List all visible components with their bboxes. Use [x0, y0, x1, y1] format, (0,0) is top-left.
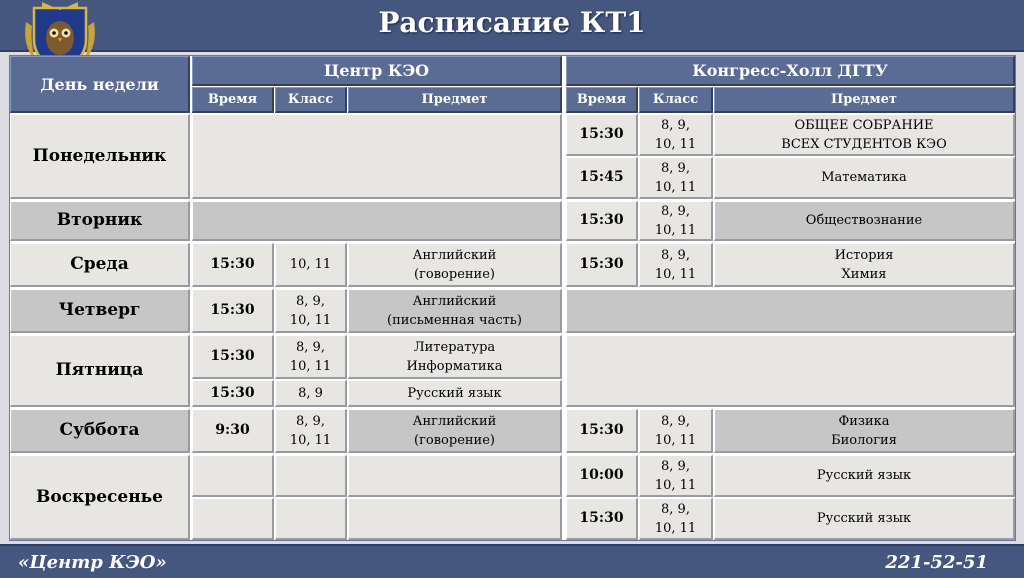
thursday-subject-1 [348, 289, 562, 333]
sunday-r2-class-2 [639, 498, 713, 540]
saturday-class-2 [639, 409, 713, 453]
day-tuesday: Вторник [10, 201, 190, 241]
wednesday-time-1: 15:30 [192, 243, 274, 287]
sunday-r1-subject-1-empty [348, 455, 562, 497]
wednesday-subject-1-text: Английский (говорение) [412, 247, 497, 282]
sunday-r2-time-2: 15:30 [566, 498, 638, 540]
header-venue-center: Центр КЭО [192, 56, 562, 86]
sunday-r1-class-2 [639, 455, 713, 497]
sunday-r2-class-2-text: 8, 9, 10, 11 [654, 501, 697, 536]
saturday-subject-1-text: Английский (говорение) [412, 413, 497, 448]
saturday-class-1-text: 8, 9, 10, 11 [289, 413, 332, 448]
monday-r1-class [639, 114, 713, 156]
wednesday-class-1: 10, 11 [275, 243, 347, 287]
thursday-congress-empty [566, 289, 1015, 333]
friday-r2-time: 15:30 [192, 380, 274, 407]
monday-r2-time: 15:45 [566, 157, 638, 199]
friday-r1-time: 15:30 [192, 335, 274, 379]
saturday-class-1 [275, 409, 347, 453]
thursday-time-1: 15:30 [192, 289, 274, 333]
monday-r2-class-text: 8, 9, 10, 11 [654, 160, 697, 195]
sunday-r1-class-1-empty [275, 455, 347, 497]
tuesday-class-text: 8, 9, 10, 11 [654, 203, 697, 238]
header-time-1: Время [192, 87, 274, 113]
day-wednesday: Среда [10, 243, 190, 287]
monday-r2-class [639, 157, 713, 199]
friday-r1-subject [348, 335, 562, 379]
friday-r1-class [275, 335, 347, 379]
saturday-subject-1 [348, 409, 562, 453]
sunday-r2-subject-1-empty [348, 498, 562, 540]
tuesday-class [639, 201, 713, 241]
day-thursday: Четверг [10, 289, 190, 333]
saturday-subject-2 [714, 409, 1015, 453]
day-sunday: Воскресенье [10, 455, 190, 540]
monday-r1-time: 15:30 [566, 114, 638, 156]
thursday-class-1 [275, 289, 347, 333]
footer-phone: 221-52-51 [885, 552, 988, 573]
header-venue-congress: Конгресс-Холл ДГТУ [566, 56, 1015, 86]
saturday-class-2-text: 8, 9, 10, 11 [654, 413, 697, 448]
header-subject-1: Предмет [348, 87, 562, 113]
friday-congress-empty [566, 335, 1015, 407]
sunday-r1-subject-2: Русский язык [714, 455, 1015, 497]
friday-r2-subject: Русский язык [348, 380, 562, 407]
wednesday-class-2 [639, 243, 713, 287]
saturday-time-2: 15:30 [566, 409, 638, 453]
sunday-r2-class-1-empty [275, 498, 347, 540]
saturday-time-1: 9:30 [192, 409, 274, 453]
tuesday-time: 15:30 [566, 201, 638, 241]
wednesday-time-2: 15:30 [566, 243, 638, 287]
sunday-r1-time-1-empty [192, 455, 274, 497]
monday-r2-subject: Математика [714, 157, 1015, 199]
wednesday-subject-2 [714, 243, 1015, 287]
monday-r1-subject-text: ОБЩЕЕ СОБРАНИЕ ВСЕХ СТУДЕНТОВ КЭО [781, 117, 947, 152]
wednesday-class-2-text: 8, 9, 10, 11 [654, 247, 697, 282]
thursday-subject-1-text: Английский (письменная часть) [387, 293, 522, 328]
wednesday-subject-2-text: История Химия [834, 247, 894, 282]
day-friday: Пятница [10, 335, 190, 407]
header-class-1: Класс [275, 87, 347, 113]
tuesday-subject: Обществознание [714, 201, 1015, 241]
footer-organization: «Центр КЭО» [18, 552, 167, 573]
footer-bar [0, 544, 1024, 578]
sunday-r1-class-2-text: 8, 9, 10, 11 [654, 458, 697, 493]
page-title: Расписание КТ1 [378, 6, 646, 39]
friday-r1-class-text: 8, 9, 10, 11 [289, 339, 332, 374]
day-monday: Понедельник [10, 114, 190, 199]
header-subject-2: Предмет [714, 87, 1015, 113]
header-day: День недели [10, 56, 190, 113]
saturday-subject-2-text: Физика Биология [831, 413, 897, 448]
schedule-table [9, 55, 1016, 541]
sunday-r2-time-1-empty [192, 498, 274, 540]
header-time-2: Время [566, 87, 638, 113]
header-class-2: Класс [639, 87, 713, 113]
wednesday-subject-1 [348, 243, 562, 287]
friday-r2-class: 8, 9 [275, 380, 347, 407]
thursday-class-1-text: 8, 9, 10, 11 [289, 293, 332, 328]
tuesday-center-empty [192, 201, 562, 241]
day-saturday: Суббота [10, 409, 190, 453]
monday-r1-class-text: 8, 9, 10, 11 [654, 117, 697, 152]
sunday-r1-time-2: 10:00 [566, 455, 638, 497]
friday-r1-subject-text: Литература Информатика [406, 339, 503, 374]
title-bar [0, 0, 1024, 52]
sunday-r2-subject-2: Русский язык [714, 498, 1015, 540]
monday-r1-subject [714, 114, 1015, 156]
monday-center-empty [192, 114, 562, 199]
